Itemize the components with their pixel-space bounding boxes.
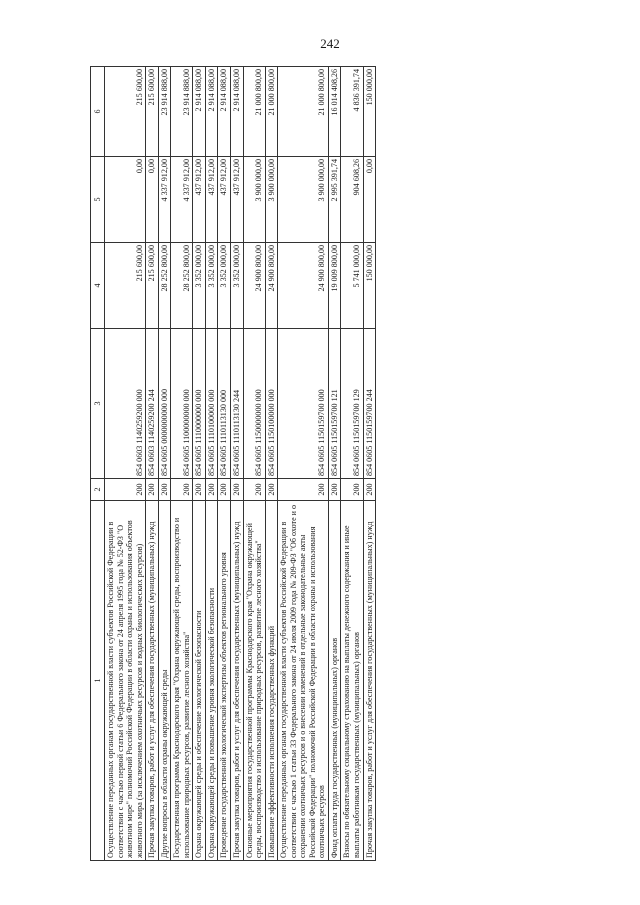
row-col6: 23 914 888,00 xyxy=(158,67,171,157)
row-col6: 215 600,00 xyxy=(146,67,159,157)
table-row xyxy=(363,67,376,861)
budget-table xyxy=(90,66,376,861)
row-name: Взносы по обязательному социальному страхованию на выплаты денежного содержания и иные выплаты работникам государственных (муниципальных) органов xyxy=(341,501,363,861)
row-name: Прочая закупка товаров, работ и услуг для обеспечения государственных (муниципальных) нужд xyxy=(363,501,376,861)
row-col6: 2 914 088,00 xyxy=(218,67,231,157)
row-code: 854 0605 1150100000 000 xyxy=(265,329,278,479)
row-code: 854 0605 1150159700 129 xyxy=(341,329,363,479)
row-col4: 150 000,00 xyxy=(363,243,376,329)
header-row xyxy=(91,67,105,861)
row-col6: 2 914 088,00 xyxy=(193,67,206,157)
col-header-3: 3 xyxy=(91,329,105,479)
row-col5: 3 900 000,00 xyxy=(265,157,278,243)
row-name: Фонд оплаты труда государственных (муниципальных) органов xyxy=(328,501,341,861)
table-row xyxy=(158,67,171,861)
row-col4: 24 900 800,00 xyxy=(243,243,265,329)
row-col2: 200 xyxy=(171,479,193,501)
row-name: Государственная программа Краснодарского края "Охрана окружающей среды, воспроизводство и использование природных ресурсов, развитие лесного хозяйства" xyxy=(171,501,193,861)
row-col2: 200 xyxy=(265,479,278,501)
row-name: Осуществление переданных органам государственной власти субъектов Российской Федерации в соответствии с частью первой статьи 6 Федерального закона от 24 апреля 1995 года № 52-ФЗ "О животном мире" полномочий Российской Федерации в области охраны и использования объектов животного мира (за исключением охотничьих ресурсов и водных биологических ресурсов) xyxy=(105,501,146,861)
row-col4: 5 741 000,00 xyxy=(341,243,363,329)
row-code: 854 0603 1140259200 244 xyxy=(146,329,159,479)
row-col4: 3 352 000,00 xyxy=(205,243,218,329)
row-col5: 437 912,00 xyxy=(218,157,231,243)
row-col5: 2 995 391,74 xyxy=(328,157,341,243)
row-col2: 200 xyxy=(146,479,159,501)
row-col5: 3 900 000,00 xyxy=(243,157,265,243)
row-code: 854 0603 1140259200 000 xyxy=(105,329,146,479)
row-col5: 4 337 912,00 xyxy=(158,157,171,243)
row-code: 854 0605 1150159700 244 xyxy=(363,329,376,479)
row-code: 854 0605 0000000000 000 xyxy=(158,329,171,479)
row-col6: 16 014 408,26 xyxy=(328,67,341,157)
table-row xyxy=(171,67,193,861)
row-col5: 437 912,00 xyxy=(193,157,206,243)
row-col6: 21 000 800,00 xyxy=(265,67,278,157)
table-row xyxy=(243,67,265,861)
col-header-1: 1 xyxy=(91,501,105,861)
row-code: 854 0605 1150000000 000 xyxy=(243,329,265,479)
table-row xyxy=(146,67,159,861)
row-col2: 200 xyxy=(363,479,376,501)
row-name: Охрана окружающей среды и повышение уровня экологической безопасности xyxy=(205,501,218,861)
table-frame xyxy=(90,67,632,861)
row-name: Охрана окружающей среды и обеспечение экологической безопасности xyxy=(193,501,206,861)
row-code: 854 0605 1110100000 000 xyxy=(205,329,218,479)
table-row xyxy=(105,67,146,861)
row-col4: 215 600,00 xyxy=(105,243,146,329)
row-col6: 21 000 800,00 xyxy=(243,67,265,157)
page-number: 242 xyxy=(320,36,340,51)
row-col4: 215 600,00 xyxy=(146,243,159,329)
row-col2: 200 xyxy=(328,479,341,501)
table-row xyxy=(218,67,231,861)
table-row xyxy=(278,67,329,861)
row-col6: 2 914 088,00 xyxy=(205,67,218,157)
row-col4: 28 252 800,00 xyxy=(171,243,193,329)
rotated-table-container xyxy=(90,67,632,861)
row-code: 854 0605 1110000000 000 xyxy=(193,329,206,479)
row-name: Прочая закупка товаров, работ и услуг для обеспечения государственных (муниципальных) нужд xyxy=(231,501,244,861)
row-name: Проведение государственной экологической экспертизы объектов регионального уровня xyxy=(218,501,231,861)
table-row xyxy=(205,67,218,861)
row-col4: 3 352 000,00 xyxy=(231,243,244,329)
row-col2: 200 xyxy=(105,479,146,501)
row-col5: 4 337 912,00 xyxy=(171,157,193,243)
row-col2: 200 xyxy=(341,479,363,501)
row-col4: 19 009 800,00 xyxy=(328,243,341,329)
row-col6: 150 000,00 xyxy=(363,67,376,157)
row-code: 854 0605 1110113130 244 xyxy=(231,329,244,479)
row-code: 854 0605 1110113130 000 xyxy=(218,329,231,479)
row-col2: 200 xyxy=(231,479,244,501)
row-code: 854 0605 1150159700 000 xyxy=(278,329,329,479)
row-col4: 24 900 800,00 xyxy=(265,243,278,329)
row-col5: 904 608,26 xyxy=(341,157,363,243)
row-col2: 200 xyxy=(205,479,218,501)
col-header-4: 4 xyxy=(91,243,105,329)
row-col4: 28 252 800,00 xyxy=(158,243,171,329)
row-col2: 200 xyxy=(193,479,206,501)
row-name: Основные мероприятия государственной программы Краснодарского края "Охрана окружающей среды, воспроизводство и использование природных ресурсов, развитие лесного хозяйства" xyxy=(243,501,265,861)
row-code: 854 0605 1100000000 000 xyxy=(171,329,193,479)
col-header-2: 2 xyxy=(91,479,105,501)
col-header-5: 5 xyxy=(91,157,105,243)
row-col2: 200 xyxy=(278,479,329,501)
row-col5: 0,00 xyxy=(363,157,376,243)
table-row xyxy=(193,67,206,861)
row-col2: 200 xyxy=(218,479,231,501)
row-name: Другие вопросы в области охраны окружающей среды xyxy=(158,501,171,861)
row-col5: 437 912,00 xyxy=(231,157,244,243)
row-col2: 200 xyxy=(158,479,171,501)
row-col2: 200 xyxy=(243,479,265,501)
row-col4: 3 352 000,00 xyxy=(193,243,206,329)
row-col6: 215 600,00 xyxy=(105,67,146,157)
row-col6: 21 000 800,00 xyxy=(278,67,329,157)
row-col6: 23 914 888,00 xyxy=(171,67,193,157)
row-col4: 24 900 800,00 xyxy=(278,243,329,329)
row-name: Осуществление переданных органам государственной власти субъектов Российской Федерации в соответствии с частью 1 статьи 33 Федерального закона от 24 июля 2009 года № 209-ФЗ "Об охоте и о сохранении охотничьих ресурсов и о внесении изменений в отдельные законодательные акты Российской Федерации" полномочий Российской Федерации в области охраны и использования охотничьих ресурсов xyxy=(278,501,329,861)
table-row xyxy=(341,67,363,861)
table-row xyxy=(231,67,244,861)
row-col5: 3 900 000,00 xyxy=(278,157,329,243)
row-code: 854 0605 1150159700 121 xyxy=(328,329,341,479)
row-col5: 0,00 xyxy=(146,157,159,243)
row-col5: 437 912,00 xyxy=(205,157,218,243)
row-name: Повышение эффективности исполнения государственных функций xyxy=(265,501,278,861)
row-col6: 4 836 391,74 xyxy=(341,67,363,157)
row-col5: 0,00 xyxy=(105,157,146,243)
row-col4: 3 352 000,00 xyxy=(218,243,231,329)
row-name: Прочая закупка товаров, работ и услуг для обеспечения государственных (муниципальных) нужд xyxy=(146,501,159,861)
table-row xyxy=(265,67,278,861)
table-row xyxy=(328,67,341,861)
row-col6: 2 914 088,00 xyxy=(231,67,244,157)
col-header-6: 6 xyxy=(91,67,105,157)
